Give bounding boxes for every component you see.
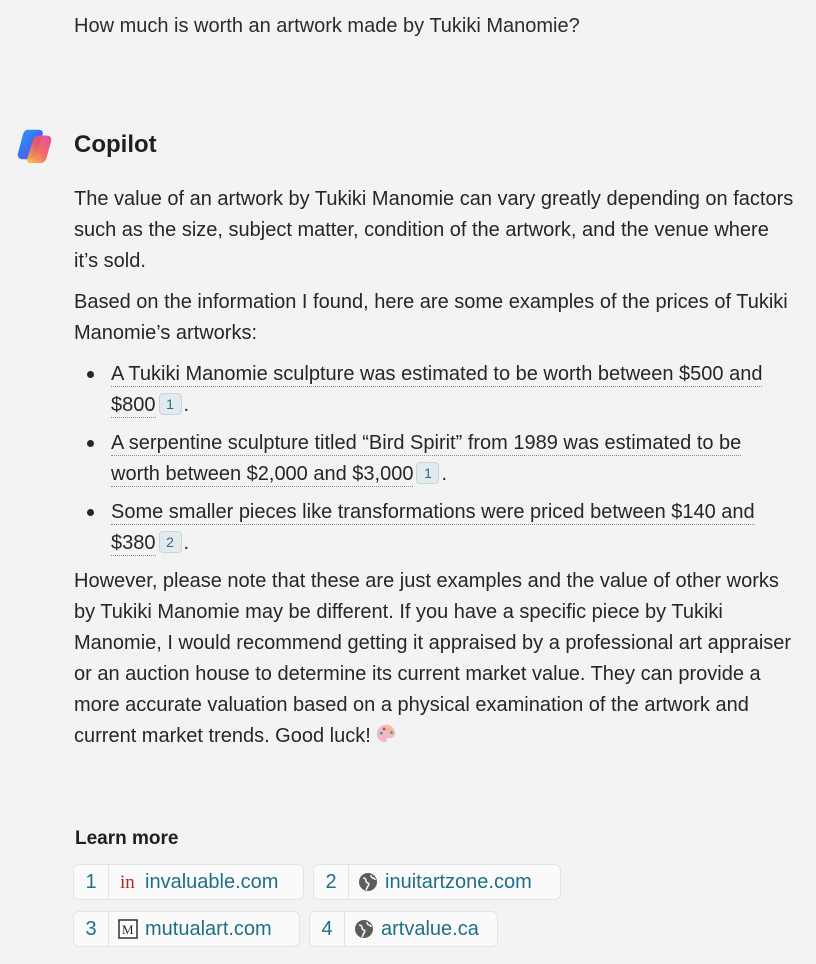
source-link-artvalue[interactable] bbox=[309, 911, 498, 947]
list-item: A Tukiki Manomie sculpture was estimated to be worth between $500 and $800 1 . bbox=[111, 359, 794, 421]
source-number: 2 bbox=[314, 865, 349, 899]
palette-icon bbox=[375, 723, 397, 745]
source-domain: inuitartzone.com bbox=[385, 870, 532, 893]
bullet-text[interactable]: A serpentine sculpture titled “Bird Spirit” from 1989 was estimated to be worth between $2,000 and $3,000 bbox=[111, 432, 742, 485]
assistant-response bbox=[74, 184, 794, 762]
source-link-inuitartzone[interactable] bbox=[313, 864, 561, 900]
source-domain: artvalue.ca bbox=[381, 917, 479, 940]
citation-badge[interactable]: 1 bbox=[416, 462, 439, 484]
source-link-invaluable[interactable] bbox=[73, 864, 304, 900]
learn-more-heading: Learn more bbox=[75, 828, 179, 849]
source-number: 1 bbox=[74, 865, 109, 899]
assistant-name: Copilot bbox=[74, 131, 157, 158]
citation-badge[interactable]: 2 bbox=[159, 531, 182, 553]
globe-icon bbox=[353, 918, 375, 940]
svg-text:M: M bbox=[122, 922, 134, 937]
bullet-text[interactable]: A Tukiki Manomie sculpture was estimated to be worth between $500 and $800 bbox=[111, 363, 763, 416]
assistant-header bbox=[16, 126, 157, 164]
source-number: 4 bbox=[310, 912, 345, 946]
invaluable-logo-icon bbox=[117, 871, 139, 893]
response-paragraph-2: Based on the information I found, here are some examples of the prices of Tukiki Manomie’s artworks: bbox=[74, 291, 788, 344]
citation-badge[interactable]: 1 bbox=[159, 393, 182, 415]
user-message: How much is worth an artwork made by Tukiki Manomie? bbox=[74, 15, 580, 37]
source-link-mutualart[interactable] bbox=[73, 911, 300, 947]
list-item: A serpentine sculpture titled “Bird Spirit” from 1989 was estimated to be worth between $2,000 and $3,000 1 . bbox=[111, 428, 794, 490]
globe-icon bbox=[357, 871, 379, 893]
response-paragraph-3 bbox=[74, 566, 794, 752]
source-number: 3 bbox=[74, 912, 109, 946]
source-domain: invaluable.com bbox=[145, 870, 279, 893]
response-paragraph-3-text: However, please note that these are just examples and the value of other works by Tukiki Manomie may be different. If you have a specific piece by Tukiki Manomie, I would recommend getting it appraised by a professional art appraiser or an auction house to determine its current market value. They can provide a more accurate valuation based on a physical examination of the artwork and current market trends. Good luck! bbox=[74, 570, 792, 747]
copilot-logo-icon bbox=[16, 126, 54, 164]
mutualart-logo-icon bbox=[117, 918, 139, 940]
response-paragraph-1: The value of an artwork by Tukiki Manomie can vary greatly depending on factors such as the size, subject matter, condition of the artwork, and the venue where it’s sold. bbox=[74, 188, 794, 272]
price-examples-list bbox=[74, 359, 794, 559]
list-item: Some smaller pieces like transformations were priced between $140 and $380 2 . bbox=[111, 497, 794, 559]
source-domain: mutualart.com bbox=[145, 917, 272, 940]
bullet-text[interactable]: Some smaller pieces like transformations were priced between $140 and $380 bbox=[111, 501, 755, 554]
svg-text:in: in bbox=[120, 872, 135, 892]
